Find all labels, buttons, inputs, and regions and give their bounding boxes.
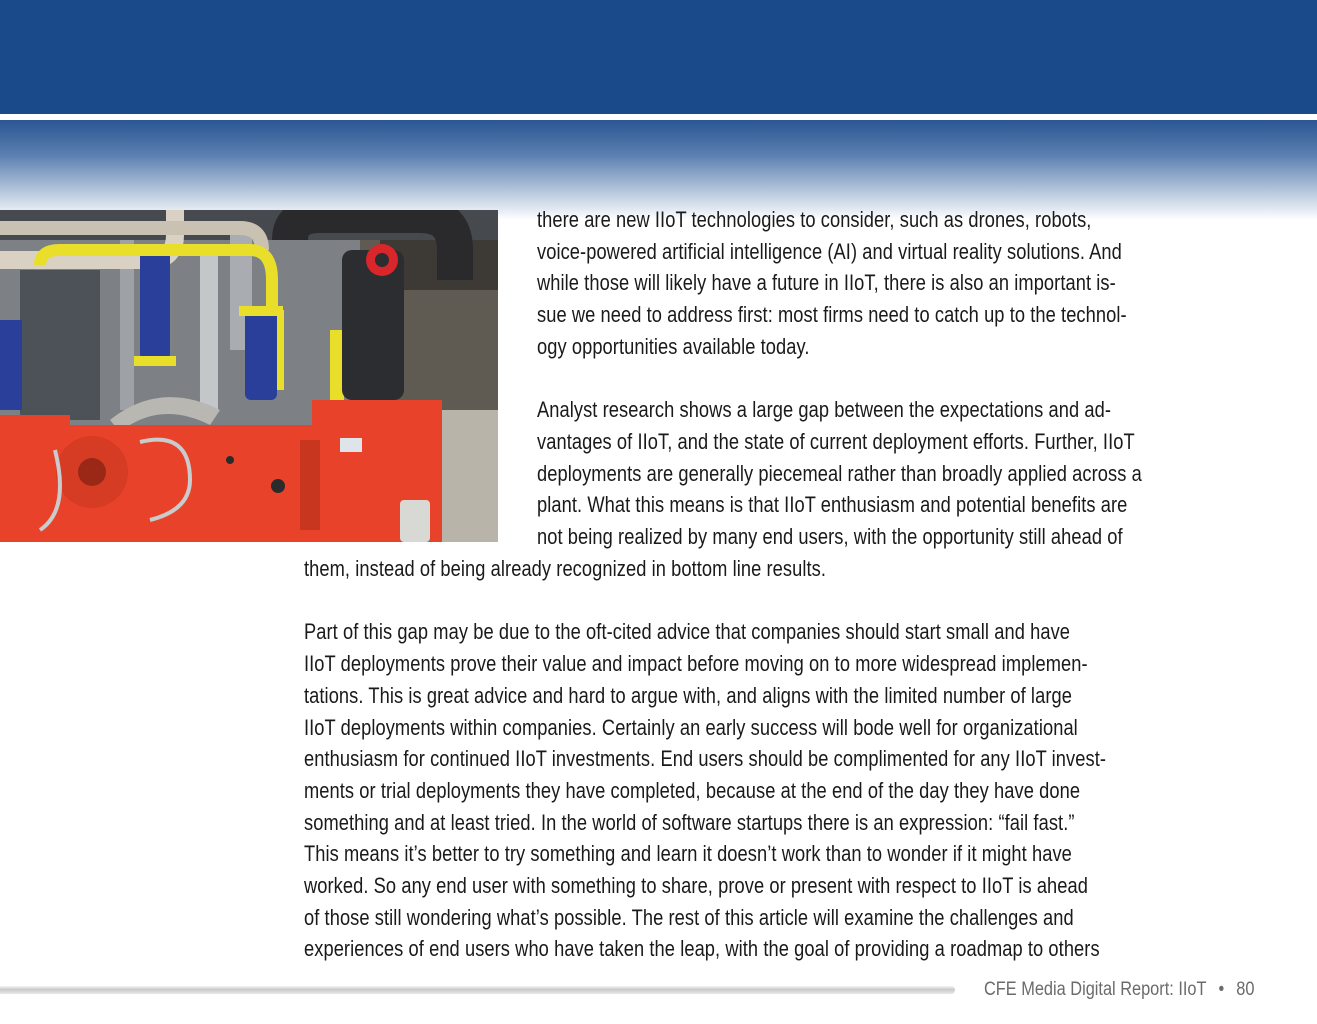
industrial-machinery-photo <box>0 210 498 542</box>
article-body-narrow <box>537 204 1142 553</box>
paragraph-gap <box>537 363 1142 395</box>
paragraph-gap <box>304 585 1106 617</box>
publication-title: CFE Media Digital Report: IIoT <box>984 979 1207 1000</box>
bullet-separator: • <box>1218 979 1225 1000</box>
body-line: while those will likely have a future in IIoT, there is also an important is- <box>537 270 1116 296</box>
body-line: ogy opportunities available today. <box>537 333 810 359</box>
body-line: experiences of end users who have taken the leap, with the goal of providing a roadmap to others <box>304 936 1100 962</box>
body-line: Analyst research shows a large gap between the expectations and ad- <box>537 397 1112 423</box>
header-band <box>0 0 1317 114</box>
body-line: This means it’s better to try something and learn it doesn’t work than to wonder if it might have <box>304 841 1072 867</box>
body-line: ments or trial deployments they have completed, because at the end of the day they have done <box>304 777 1081 803</box>
body-line: tations. This is great advice and hard to argue with, and aligns with the limited number of large <box>304 682 1072 708</box>
article-body-wide <box>304 553 1106 965</box>
body-line: IIoT deployments prove their value and impact before moving on to more widespread implemen- <box>304 651 1088 677</box>
body-line: worked. So any end user with something to share, prove or present with respect to IIoT is ahead <box>304 873 1089 899</box>
body-line: of those still wondering what’s possible. The rest of this article will examine the challenges and <box>304 904 1074 930</box>
body-line: enthusiasm for continued IIoT investments. End users should be complimented for any IIoT invest- <box>304 746 1107 772</box>
footer-rule <box>0 986 955 994</box>
body-line: Part of this gap may be due to the oft-cited advice that companies should start small and have <box>304 619 1071 645</box>
body-line: deployments are generally piecemeal rather than broadly applied across a <box>537 460 1142 486</box>
body-line: them, instead of being already recognized in bottom line results. <box>304 556 827 581</box>
body-line: something and at least tried. In the world of software startups there is an expression: “fail fast.” <box>304 809 1075 835</box>
body-line: vantages of IIoT, and the state of current deployment efforts. Further, IIoT <box>537 428 1135 454</box>
body-line: voice-powered artificial intelligence (AI) and virtual reality solutions. And <box>537 238 1122 264</box>
body-line: sue we need to address first: most firms need to catch up to the technol- <box>537 302 1127 328</box>
body-line: plant. What this means is that IIoT enthusiasm and potential benefits are <box>537 492 1128 518</box>
body-line: there are new IIoT technologies to consider, such as drones, robots, <box>537 207 1092 232</box>
page-footer <box>984 979 1254 1001</box>
page-number: 80 <box>1236 979 1255 1000</box>
body-line: IIoT deployments within companies. Certainly an early success will bode well for organizational <box>304 714 1078 740</box>
body-line: not being realized by many end users, with the opportunity still ahead of <box>537 524 1123 550</box>
